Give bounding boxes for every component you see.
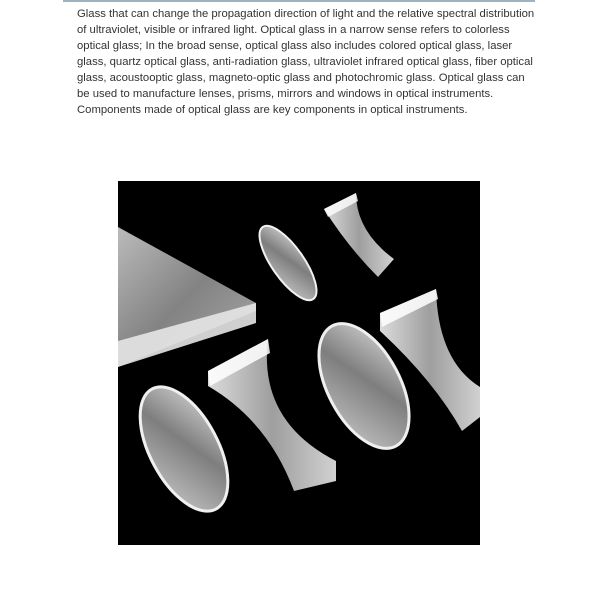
prism-shape <box>118 227 256 367</box>
biconvex-lens-small <box>250 218 327 308</box>
article-paragraph: Glass that can change the propagation direction of light and the relative spectral distribution of ultraviolet, visible or infrared light. Optical glass in a narrow sense refers to colorless optical glass; In the broad sense, optical glass also includes colored optical glass, laser glass, quartz optical glass, anti-radiation glass, ultraviolet infrared optical glass, fiber optical glass, acoustooptic glass, magneto-optic glass and photochromic glass. Optical glass can be used to manufacture lenses, prisms, mirrors and windows in optical instruments. Components made of optical glass are key components in optical instruments. <box>77 8 535 116</box>
top-divider <box>63 0 535 2</box>
optical-glass-photo <box>118 181 480 545</box>
biconcave-lens-small <box>324 193 394 277</box>
